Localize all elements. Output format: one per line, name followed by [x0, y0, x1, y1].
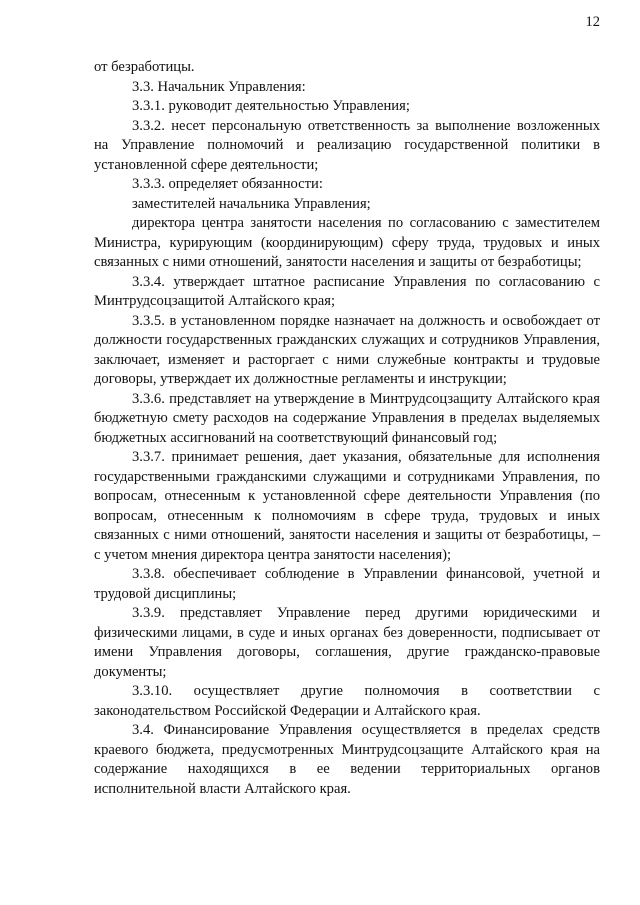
paragraph-3-3-8: 3.3.8. обеспечивает соблюдение в Управлении финансовой, учетной и трудовой дисциплины;: [94, 566, 600, 602]
paragraph-3-3-10: 3.3.10. осуществляет другие полномочия в соответствии с законодательством Российской Федерации и Алтайского края.: [94, 683, 600, 719]
document-body: [94, 58, 600, 799]
paragraph-3-3-4: 3.3.4. утверждает штатное расписание Управления по согласованию с Минтрудсоцзащитой Алтайского края;: [94, 273, 600, 309]
paragraph-3-3: 3.3. Начальник Управления:: [132, 78, 306, 95]
paragraph-3-4: 3.4. Финансирование Управления осуществляется в пределах средств краевого бюджета, предусмотренных Минтрудсоцзащите Алтайского края на содержание находящихся в ее ведении территориальных органов исполнительной власти Алтайского края.: [94, 722, 600, 797]
paragraph-3-3-2: 3.3.2. несет персональную ответственность за выполнение возложенных на Управление полномочий и реализацию государственной политики в установленной сфере деятельности;: [94, 117, 600, 173]
paragraph-director: директора центра занятости населения по согласованию с заместителем Министра, курирующим (координирующим) сферу труда, трудовых и иных связанных с ними отношений, занятости населения и защиты от безработицы;: [94, 215, 600, 270]
page-number: 12: [585, 14, 600, 30]
paragraph-deputies: заместителей начальника Управления;: [132, 195, 371, 212]
paragraph-3-3-3: 3.3.3. определяет обязанности:: [132, 176, 323, 192]
paragraph-3-3-5: 3.3.5. в установленном порядке назначает на должность и освобождает от должности государственных гражданских служащих и сотрудников Управления, заключает, изменяет и расторгает с ними служебные контракты и трудовые договоры, утверждает их должностные регламенты и инструкции;: [94, 312, 600, 387]
paragraph-3-3-6: 3.3.6. представляет на утверждение в Минтрудсоцзащиту Алтайского края бюджетную смету расходов на содержание Управления в пределах выделяемых бюджетных ассигнований на соответствующий финансовый год;: [94, 390, 600, 446]
paragraph-3-3-9: 3.3.9. представляет Управление перед другими юридическими и физическими лицами, в суде и иных органах без доверенности, подписывает от имени Управления договоры, соглашения, другие гражданско-правовые документы;: [94, 605, 600, 680]
paragraph-3-3-1: 3.3.1. руководит деятельностью Управления;: [132, 98, 410, 114]
paragraph-3-3-7: 3.3.7. принимает решения, дает указания, обязательные для исполнения государственными гражданскими служащими и сотрудниками Управления, по вопросам, отнесенным к установленной сфере деятельности Управления (по вопросам, отнесенным к полномочиям в сфере труда, трудовых и иных связанных с ними отношений, занятости населения и защиты от безработицы, – с учетом мнения директора центра занятости населения);: [94, 449, 600, 563]
paragraph-continuation: от безработицы.: [94, 59, 195, 75]
